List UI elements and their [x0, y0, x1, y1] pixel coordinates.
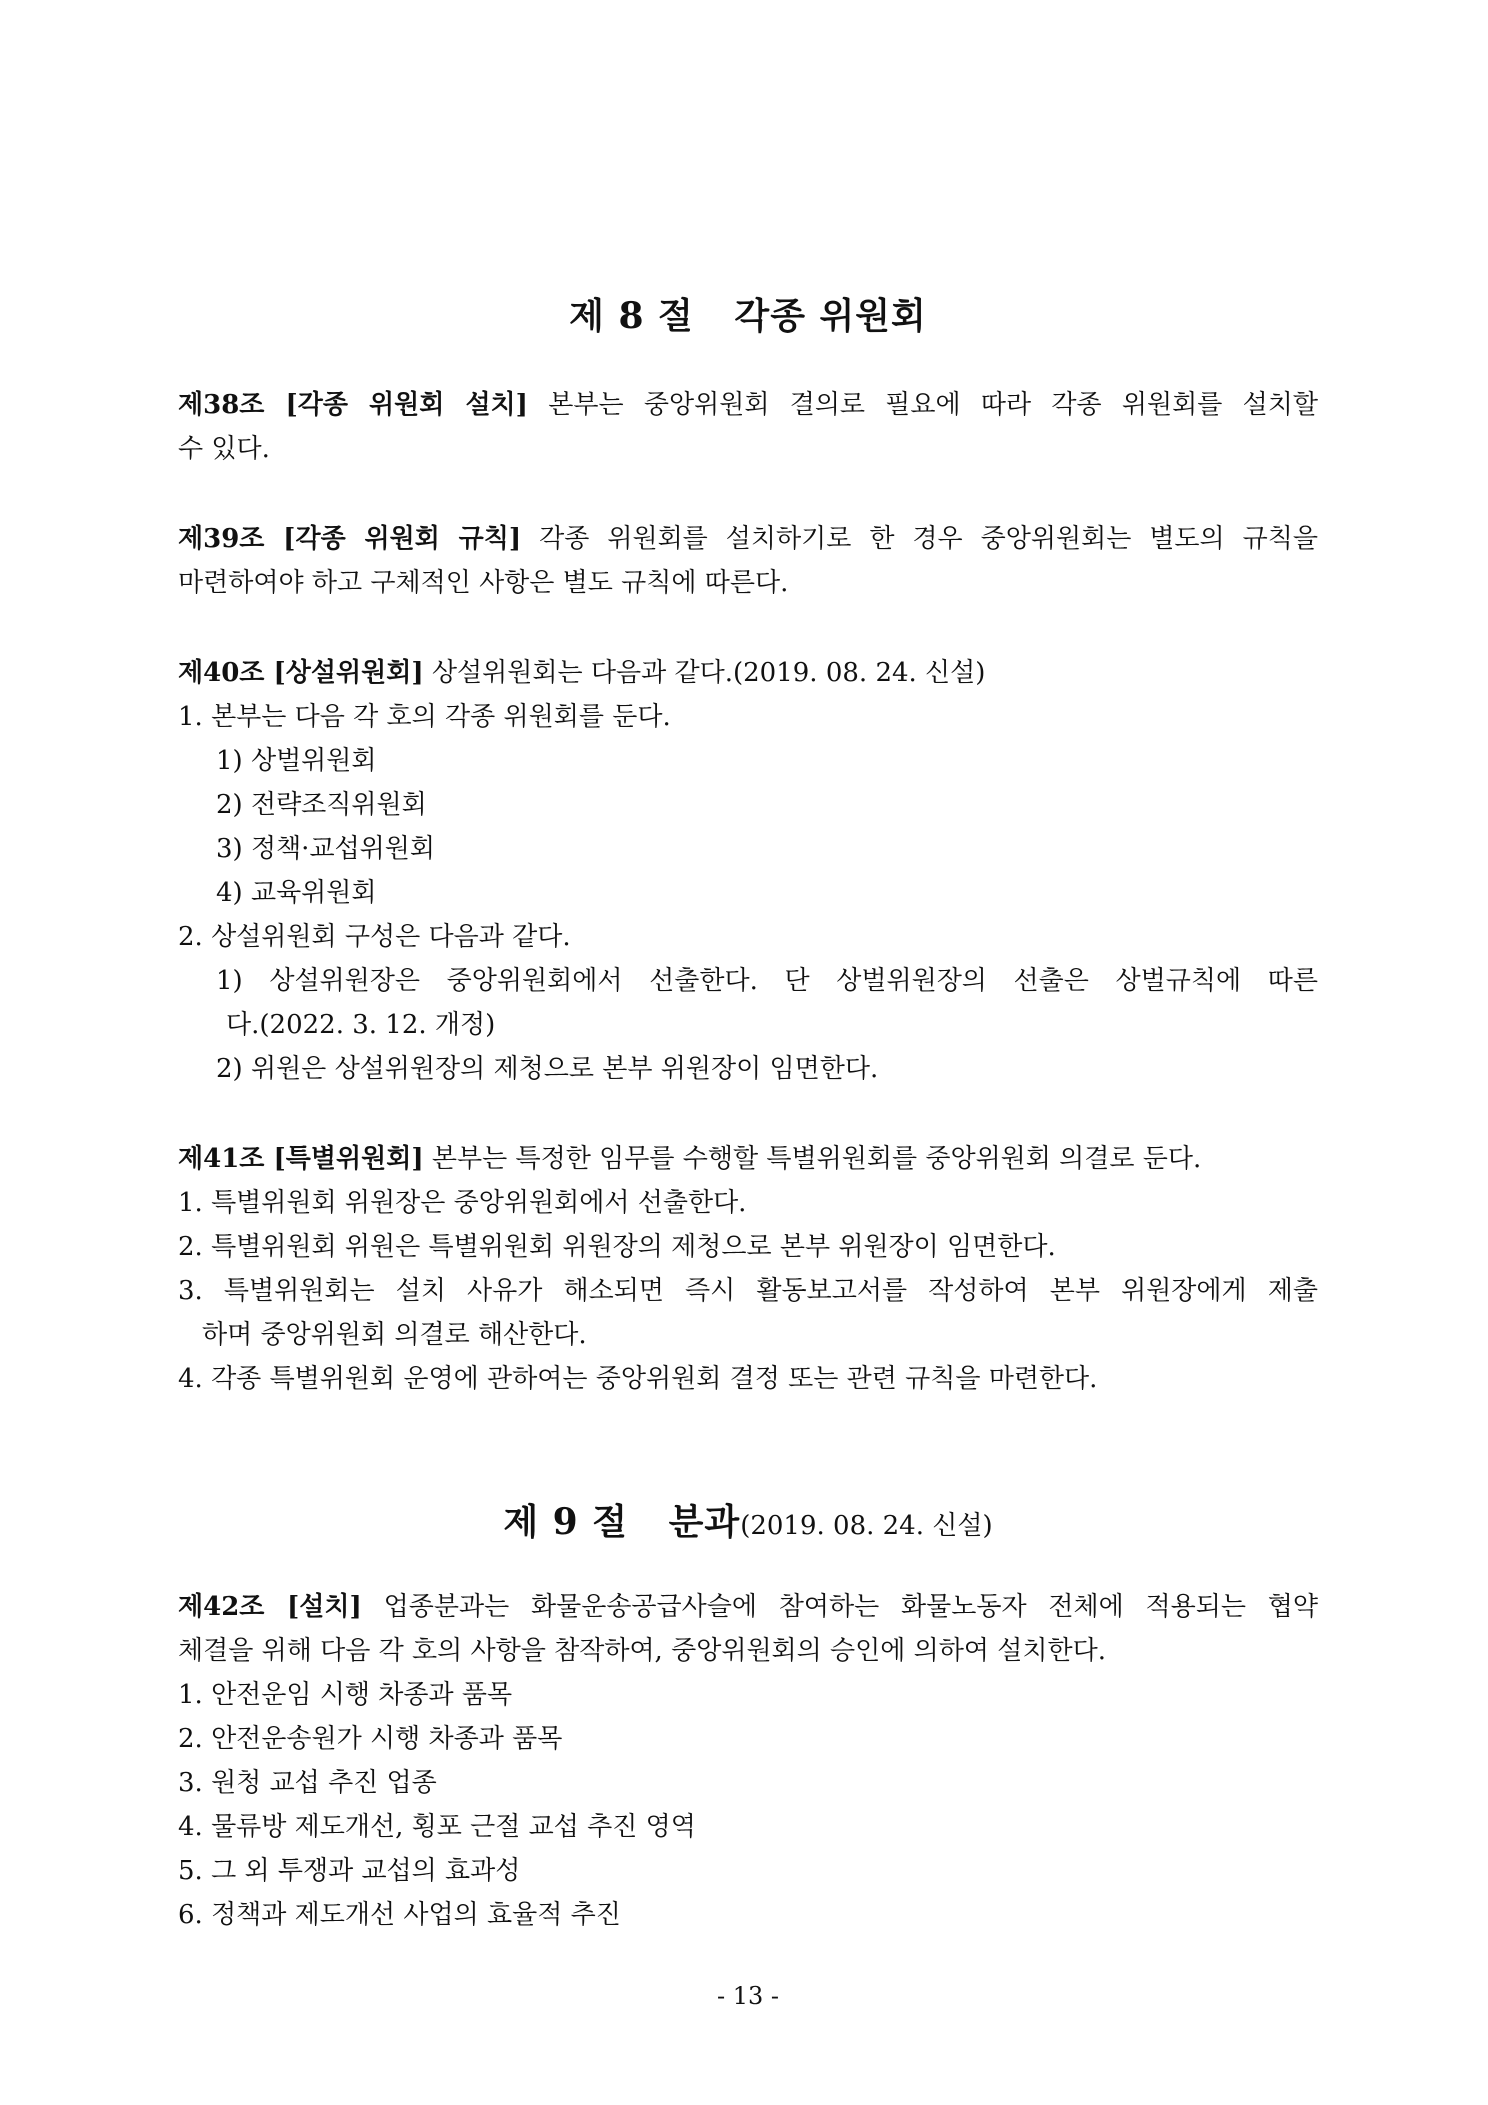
article-42-text-1: 업종분과는 화물운송공급사슬에 참여하는 화물노동자 전체에 적용되는 협약 — [361, 1592, 1318, 1622]
article-42-line-2: 체결을 위해 다음 각 호의 사항을 참작하여, 중앙위원회의 승인에 의하여 설치한다. — [178, 1636, 1107, 1666]
section-9-title: 제 9 절 분과 — [503, 1501, 741, 1543]
article-40-heading: 제40조 [상설위원회] — [178, 658, 424, 688]
article-42-item-6: 6. 정책과 제도개선 사업의 효율적 추진 — [178, 1900, 621, 1930]
page-number: - 13 - — [716, 1982, 779, 2010]
article-41-line-1 — [178, 1142, 1201, 1176]
article-42-heading: 제42조 [설치] — [178, 1592, 362, 1622]
article-41-text-1: 본부는 특정한 임무를 수행할 특별위원회를 중앙위원회 의결로 둔다. — [423, 1144, 1202, 1174]
article-41-item-3-line-1: 3. 특별위원회는 설치 사유가 해소되면 즉시 활동보고서를 작성하여 본부 위원장에게 제출 — [178, 1276, 1318, 1306]
article-40-item-2: 2. 상설위원회 구성은 다음과 같다. — [178, 922, 571, 952]
article-39-line-1 — [178, 522, 1318, 556]
article-41-item-2: 2. 특별위원회 위원은 특별위원회 위원장의 제청으로 본부 위원장이 임면한다. — [178, 1232, 1056, 1262]
article-40-item-2-sub-1-line-2: 다.(2022. 3. 12. 개정) — [226, 1010, 496, 1040]
section-title — [178, 288, 1318, 339]
article-42-line-1 — [178, 1590, 1318, 1624]
article-40-item-1-sub-4: 4) 교육위원회 — [216, 878, 377, 908]
article-42-item-3: 3. 원청 교섭 추진 업종 — [178, 1768, 437, 1798]
article-41-heading: 제41조 [특별위원회] — [178, 1144, 424, 1174]
article-40-item-2-sub-1-line-1: 1) 상설위원장은 중앙위원회에서 선출한다. 단 상벌위원장의 선출은 상벌규칙에 따른 — [216, 966, 1318, 996]
article-38-line-1 — [178, 388, 1318, 422]
article-39-line-2: 마련하여야 하고 구체적인 사항은 별도 규칙에 따른다. — [178, 568, 789, 598]
article-42-item-1: 1. 안전운임 시행 차종과 품목 — [178, 1680, 513, 1710]
article-40-item-1-sub-1: 1) 상벌위원회 — [216, 746, 377, 776]
article-41-item-3-line-2: 하며 중앙위원회 의결로 해산한다. — [202, 1320, 587, 1350]
article-40-line-1 — [178, 656, 985, 690]
article-39-heading: 제39조 [각종 위원회 규칙] — [178, 524, 522, 554]
article-40-item-2-sub-2: 2) 위원은 상설위원장의 제청으로 본부 위원장이 임면한다. — [216, 1054, 879, 1084]
section-title — [178, 1494, 1318, 1545]
article-42-item-2: 2. 안전운송원가 시행 차종과 품목 — [178, 1724, 563, 1754]
article-42-item-4: 4. 물류방 제도개선, 횡포 근절 교섭 추진 영역 — [178, 1812, 696, 1842]
document-page — [178, 0, 1318, 2105]
section-9-note: (2019. 08. 24. 신설) — [740, 1511, 993, 1541]
article-38-heading: 제38조 [각종 위원회 설치] — [178, 390, 528, 420]
article-41-item-1: 1. 특별위원회 위원장은 중앙위원회에서 선출한다. — [178, 1188, 747, 1218]
article-40-text-1: 상설위원회는 다음과 같다.(2019. 08. 24. 신설) — [423, 658, 986, 688]
article-41-item-4: 4. 각종 특별위원회 운영에 관하여는 중앙위원회 결정 또는 관련 규칙을 마련한다. — [178, 1364, 1098, 1394]
article-38-text-1: 본부는 중앙위원회 결의로 필요에 따라 각종 위원회를 설치할 — [527, 390, 1318, 420]
section-8-title: 제 8 절 각종 위원회 — [569, 295, 927, 337]
article-42-item-5: 5. 그 외 투쟁과 교섭의 효과성 — [178, 1856, 521, 1886]
article-38-line-2: 수 있다. — [178, 434, 270, 464]
article-40-item-1-sub-3: 3) 정책·교섭위원회 — [216, 834, 436, 864]
article-40-item-1: 1. 본부는 다음 각 호의 각종 위원회를 둔다. — [178, 702, 671, 732]
article-39-text-1: 각종 위원회를 설치하기로 한 경우 중앙위원회는 별도의 규칙을 — [521, 524, 1318, 554]
article-40-item-1-sub-2: 2) 전략조직위원회 — [216, 790, 427, 820]
